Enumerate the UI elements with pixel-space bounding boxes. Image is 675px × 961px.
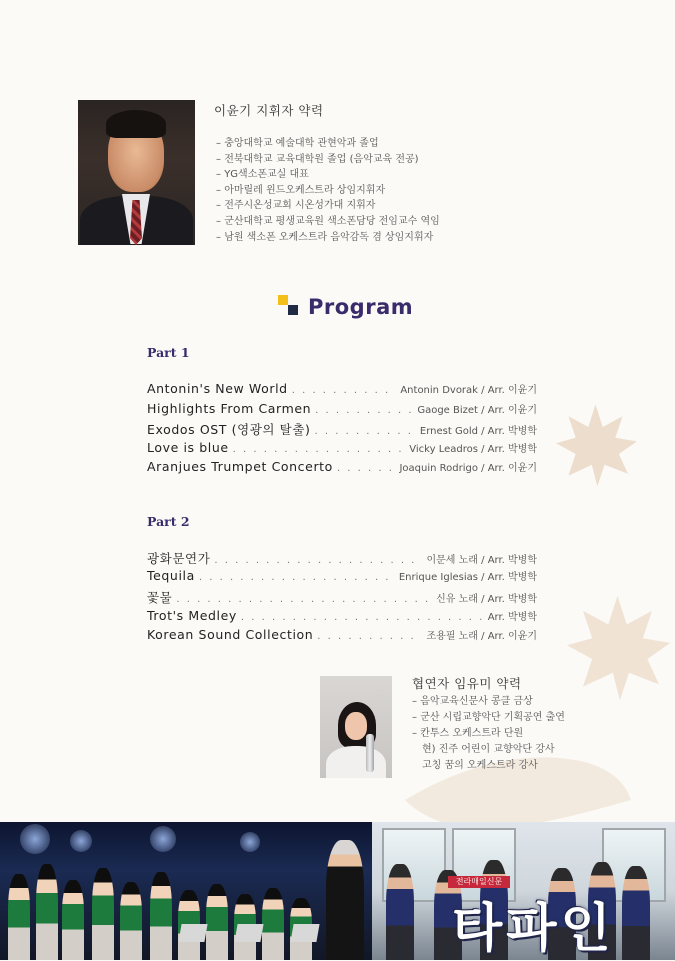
- piece-title: Aranjues Trumpet Concerto: [147, 459, 333, 474]
- piece-title: Antonin's New World: [147, 381, 288, 396]
- piece-title: Exodos OST (영광의 탈출): [147, 422, 311, 437]
- piece-credit: Vicky Leadros / Arr. 박병학: [409, 444, 537, 455]
- list-item: – 충앙대학교 예술대학 관현악과 졸업: [216, 136, 440, 152]
- leader-dots: [337, 463, 396, 474]
- collaborator-heading: 협연자 임유미 약력: [412, 676, 522, 691]
- director-heading: 이윤기 지휘자 약력: [214, 103, 324, 118]
- piece-credit: Enrique Iglesias / Arr. 박병학: [398, 572, 537, 583]
- program-row: [147, 608, 537, 628]
- leader-dots: [292, 385, 397, 396]
- program-row: [147, 549, 537, 569]
- part-2-label: Part 2: [147, 514, 190, 529]
- leader-dots: [214, 555, 422, 566]
- list-item: – 군산대학교 평생교육원 색소폰담당 전임교수 역임: [216, 214, 440, 230]
- piece-title: Highlights From Carmen: [147, 401, 312, 416]
- list-item: – 칸투스 오케스트라 단원: [412, 726, 565, 742]
- list-item: 현) 진주 어린이 교향악단 강사: [422, 744, 555, 755]
- program-row: [147, 381, 537, 401]
- program-row: [147, 568, 537, 588]
- list-item: – 남원 색소폰 오케스트라 음악감독 겸 상임지휘자: [216, 230, 440, 246]
- list-item: – 음악교육신문사 콩클 금상: [412, 694, 565, 710]
- director-photo: [78, 100, 195, 245]
- leader-dots: [315, 405, 413, 416]
- part-1-label: Part 1: [147, 345, 190, 360]
- orchestra-concert-photo: [0, 822, 372, 960]
- leader-dots: [241, 612, 484, 623]
- piece-title: Trot's Medley: [147, 608, 237, 623]
- program-row: [147, 420, 537, 440]
- piece-title: Korean Sound Collection: [147, 627, 314, 642]
- list-item: – 전주시온성교회 시온성가대 지휘자: [216, 198, 440, 214]
- leader-dots: [315, 426, 416, 437]
- piece-title: Tequila: [147, 568, 195, 583]
- piece-credit: Antonin Dvorak / Arr. 이윤기: [400, 385, 537, 396]
- piece-credit: Gaoge Bizet / Arr. 이윤기: [417, 405, 537, 416]
- maple-leaf-decoration: [548, 400, 643, 490]
- tapain-logo: 타파인: [452, 898, 615, 959]
- piece-credit: 신유 노래 / Arr. 박병학: [436, 594, 537, 605]
- piece-credit: Ernest Gold / Arr. 박병학: [419, 426, 537, 437]
- list-item: – 아마릴레 윈드오케스트라 상임지휘자: [216, 183, 440, 199]
- leader-dots: [233, 444, 406, 455]
- piece-credit: 조용필 노래 / Arr. 이윤기: [426, 631, 537, 642]
- leader-dots: [317, 631, 422, 642]
- program-title: [276, 292, 413, 322]
- maple-leaf-decoration: [560, 585, 675, 710]
- leader-dots: [176, 594, 432, 605]
- piece-credit: Joaquin Rodrigo / Arr. 이윤기: [399, 463, 537, 474]
- list-item: – 전북대학교 교육대학원 졸업 (음악교육 전공): [216, 152, 440, 168]
- collaborator-bio-list: [412, 694, 565, 774]
- piece-credit: 이문세 노래 / Arr. 박병학: [426, 555, 537, 566]
- program-row: [147, 440, 537, 460]
- piece-title: 광화문연가: [147, 551, 211, 566]
- list-item: 고칭 꿈의 오케스트라 강사: [422, 760, 538, 771]
- program-title-text: Program: [308, 295, 414, 319]
- program-row: [147, 401, 537, 421]
- soloist-photo: [320, 676, 392, 778]
- piece-title: Love is blue: [147, 440, 229, 455]
- leader-dots: [199, 572, 395, 583]
- program-row: [147, 627, 537, 647]
- program-row: [147, 459, 537, 479]
- piece-title: 꽃물: [147, 590, 173, 605]
- director-bio-list: [216, 136, 440, 245]
- list-item: – YG색소폰교실 대표: [216, 167, 440, 183]
- piece-credit: Arr. 박병학: [487, 612, 537, 623]
- list-item: – 군산 시립교향악단 기획공연 출연: [412, 710, 565, 726]
- program-row: [147, 588, 537, 608]
- newspaper-stamp: 전라매일신문: [448, 876, 510, 888]
- squares-icon: [276, 295, 300, 319]
